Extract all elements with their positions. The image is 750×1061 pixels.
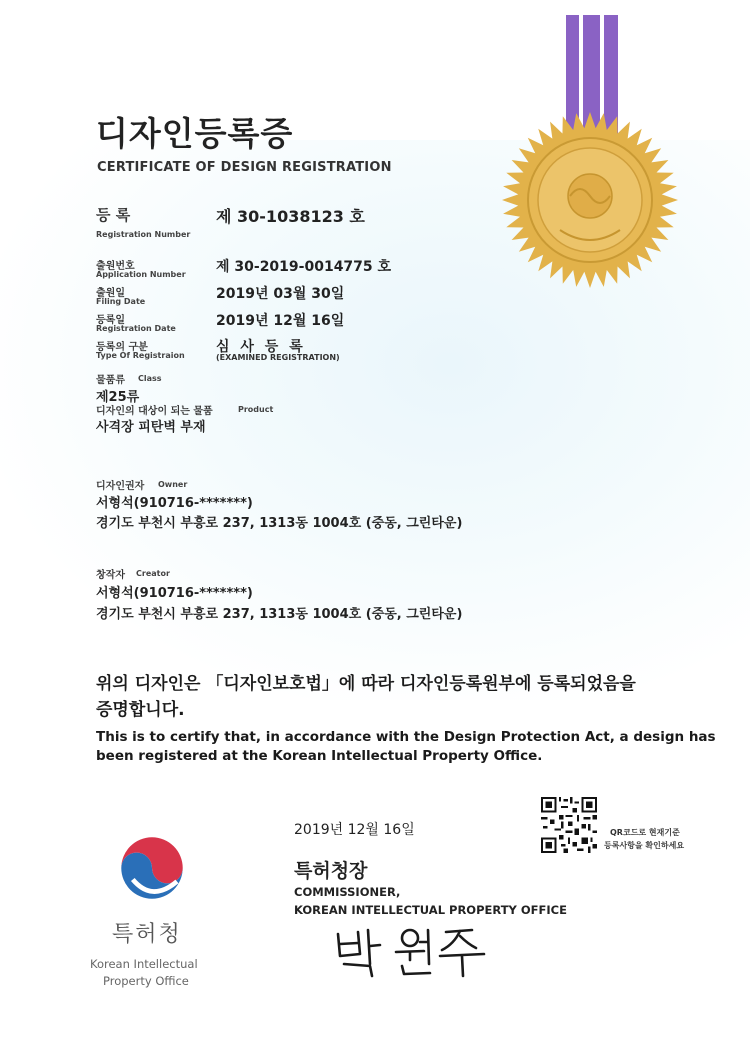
registration-type-label-english: Type Of Registraion: [96, 351, 185, 360]
commissioner-title-english-line2: KOREAN INTELLECTUAL PROPERTY OFFICE: [294, 903, 567, 917]
filing-label-korean: 출원일: [96, 288, 125, 299]
registration-type-english: (EXAMINED REGISTRATION): [216, 353, 340, 362]
logo-text-english-line2: Property Office: [103, 974, 189, 988]
class-label-english: Class: [138, 374, 162, 383]
statement-korean-line2: 증명합니다.: [96, 700, 185, 720]
application-label-korean: 출원번호: [96, 261, 135, 272]
registration-date-label-english: Registration Date: [96, 324, 176, 333]
qr-caption-line1: QR코드로 현재기준: [610, 828, 680, 837]
issue-date: 2019년 12월 16일: [294, 822, 415, 838]
filing-label-english: Filing Date: [96, 297, 146, 306]
application-number: 제 30-2019-0014775 호: [216, 259, 392, 275]
registration-label-english: Registration Number: [96, 230, 191, 239]
registration-type: 심 사 등 록: [216, 339, 303, 355]
kipo-taegeuk-logo-icon: [104, 818, 200, 918]
creator-label-korean: 창작자: [96, 570, 125, 581]
owner-label-english: Owner: [158, 480, 188, 489]
registration-label-korean: 등 록: [96, 206, 131, 224]
creator-label-english: Creator: [136, 569, 170, 578]
registration-type-label-korean: 등록의 구분: [96, 342, 148, 353]
statement-korean-line1: 위의 디자인은 「디자인보호법」에 따라 디자인등록원부에 등록되었음을: [96, 674, 636, 694]
owner-label-korean: 디자인권자: [96, 481, 145, 492]
filing-date: 2019년 03월 30일: [216, 286, 345, 302]
product-label-english: Product: [238, 405, 274, 414]
registration-date-label-korean: 등록일: [96, 315, 125, 326]
owner-name: 서형석(910716-*******): [96, 496, 253, 511]
logo-text-korean: 특허청: [112, 922, 182, 947]
commissioner-title-english-line1: COMMISSIONER,: [294, 885, 401, 899]
logo-text-english-line1: Korean Intellectual: [90, 957, 198, 971]
statement-english-line2: been registered at the Korean Intellectual Property Office.: [96, 748, 543, 764]
product-value: 사격장 피탄벽 부재: [96, 420, 206, 435]
commissioner-signature: [330, 920, 500, 980]
creator-name: 서형석(910716-*******): [96, 586, 253, 601]
product-label-korean: 디자인의 대상이 되는 물품: [96, 406, 213, 417]
class-label-korean: 물품류: [96, 375, 125, 386]
qr-caption-line2: 등록사항을 확인하세요: [604, 841, 685, 850]
registration-date: 2019년 12월 16일: [216, 313, 345, 329]
statement-english-line1: This is to certify that, in accordance with the Design Protection Act, a design has: [96, 729, 716, 745]
certificate-title-korean: 디자인등록증: [96, 114, 294, 153]
owner-address: 경기도 부천시 부흥로 237, 1313동 1004호 (중동, 그린타운): [96, 516, 463, 531]
application-label-english: Application Number: [96, 270, 186, 279]
creator-address: 경기도 부천시 부흥로 237, 1313동 1004호 (중동, 그린타운): [96, 607, 463, 622]
gold-seal-icon: [500, 110, 680, 290]
class-value: 제25류: [96, 390, 140, 405]
registration-number: 제 30-1038123 호: [216, 207, 365, 226]
commissioner-title-korean: 특허청장: [294, 860, 368, 882]
qr-code-icon[interactable]: [541, 797, 597, 853]
certificate-title-english: CERTIFICATE OF DESIGN REGISTRATION: [97, 160, 392, 175]
